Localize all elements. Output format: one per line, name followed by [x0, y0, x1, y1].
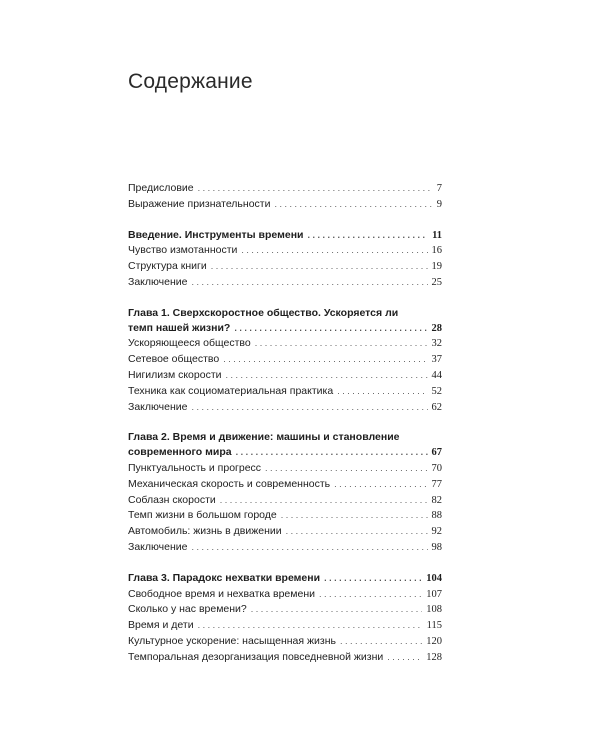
dot-leader	[319, 587, 422, 602]
toc-entry[interactable]	[128, 587, 442, 603]
toc-introduction	[128, 228, 442, 291]
toc-entry-page: 70	[431, 462, 442, 474]
toc-chapter-title-line-1[interactable]: Глава 2. Время и движение: машины и становление	[128, 431, 400, 444]
toc-entry-title: Темпоральная дезорганизация повседневной жизни	[128, 650, 384, 663]
toc-entry-page: 88	[431, 510, 442, 522]
toc-entry[interactable]	[128, 461, 442, 477]
toc-entry-title: Заключение	[128, 400, 188, 413]
toc-chapter-page: 11	[432, 229, 442, 241]
toc-entry-title: Свободное время и нехватка времени	[128, 587, 315, 600]
toc-entry-page: 7	[436, 183, 442, 194]
toc-chapter-title-line-1[interactable]: Глава 1. Сверхскоростное общество. Ускоряется ли	[128, 306, 399, 319]
toc-entry-title: Соблазн скорости	[128, 493, 216, 506]
toc-entry[interactable]	[128, 540, 442, 556]
toc-chapter-1	[128, 306, 442, 416]
dot-leader	[281, 508, 428, 523]
toc-entry[interactable]	[128, 508, 442, 524]
dot-leader	[198, 618, 423, 633]
dot-leader	[337, 384, 427, 399]
toc-entry[interactable]	[128, 602, 442, 618]
toc-entry-page: 82	[431, 494, 442, 506]
toc-entry-page: 98	[431, 541, 442, 553]
dot-leader	[340, 634, 422, 649]
toc-entry[interactable]	[128, 477, 442, 493]
table-of-contents	[128, 181, 442, 666]
toc-entry-title: Выражение признательности	[128, 197, 271, 210]
toc-entry-title: Структура книги	[128, 260, 207, 273]
toc-entry[interactable]	[128, 524, 442, 540]
toc-entry-page: 9	[436, 198, 442, 210]
toc-entry[interactable]	[128, 197, 442, 213]
toc-chapter-3	[128, 571, 442, 666]
toc-entry[interactable]	[128, 368, 442, 384]
toc-chapter-title: Введение. Инструменты времени	[128, 228, 304, 241]
toc-entry[interactable]	[128, 384, 442, 400]
dot-leader	[236, 445, 428, 460]
toc-entry[interactable]	[128, 650, 442, 666]
toc-entry[interactable]	[128, 400, 442, 416]
toc-entry[interactable]	[128, 181, 442, 197]
toc-entry-page: 62	[431, 401, 442, 413]
toc-entry-page: 37	[431, 354, 442, 366]
dot-leader	[234, 321, 427, 336]
dot-leader	[274, 197, 432, 212]
toc-entry-title: Ускоряющееся общество	[128, 337, 251, 350]
toc-entry-title: Заключение	[128, 275, 188, 288]
toc-entry[interactable]	[128, 634, 442, 650]
toc-entry[interactable]	[128, 336, 442, 352]
dot-leader	[334, 477, 427, 492]
toc-entry-title: Нигилизм скорости	[128, 368, 222, 381]
dot-leader	[220, 493, 428, 508]
toc-front-matter	[128, 181, 442, 213]
toc-chapter-title-line-2: темп нашей жизни?	[128, 321, 231, 334]
toc-entry-page: 107	[426, 588, 442, 600]
toc-chapter-title-line-2: современного мира	[128, 446, 232, 459]
toc-entry-page: 92	[431, 526, 442, 538]
toc-entry-page: 128	[426, 651, 442, 663]
toc-entry-title: Механическая скорость и современность	[128, 477, 331, 490]
dot-leader	[251, 602, 422, 617]
toc-entry[interactable]	[128, 493, 442, 509]
page-title: Содержание	[128, 70, 253, 93]
toc-chapter-page: 67	[431, 447, 442, 459]
toc-entry-title: Сетевое общество	[128, 353, 220, 366]
toc-entry-title: Автомобиль: жизнь в движении	[128, 525, 282, 538]
dot-leader	[387, 650, 422, 665]
dot-leader	[191, 400, 427, 415]
toc-chapter-heading[interactable]	[128, 571, 442, 587]
toc-entry-title: Чувство измотанности	[128, 244, 238, 257]
toc-entry[interactable]	[128, 259, 442, 275]
toc-chapter-2	[128, 430, 442, 555]
toc-entry-page: 77	[431, 478, 442, 490]
dot-leader	[241, 243, 427, 258]
toc-entry-title: Заключение	[128, 540, 188, 553]
toc-entry-page: 32	[431, 338, 442, 350]
toc-entry-page: 115	[426, 620, 442, 632]
toc-entry-page: 44	[431, 369, 442, 381]
toc-entry-page: 25	[431, 276, 442, 288]
dot-leader	[198, 181, 433, 196]
toc-entry-title: Пунктуальность и прогресс	[128, 461, 262, 474]
toc-chapter-page: 104	[426, 572, 442, 584]
toc-entry[interactable]	[128, 243, 442, 259]
toc-entry-page: 19	[431, 261, 442, 273]
dot-leader	[226, 368, 428, 383]
toc-entry[interactable]	[128, 275, 442, 291]
toc-entry-title: Темп жизни в большом городе	[128, 509, 277, 522]
toc-entry[interactable]	[128, 352, 442, 368]
toc-chapter-title: Глава 3. Парадокс нехватки времени	[128, 571, 321, 584]
dot-leader	[308, 228, 429, 243]
toc-chapter-page: 28	[431, 322, 442, 334]
dot-leader	[286, 524, 428, 539]
toc-entry-title: Время и дети	[128, 619, 194, 632]
toc-chapter-heading[interactable]	[128, 321, 442, 337]
toc-chapter-heading[interactable]	[128, 445, 442, 461]
toc-entry-title: Культурное ускорение: насыщенная жизнь	[128, 634, 336, 647]
dot-leader	[223, 352, 427, 367]
dot-leader	[255, 336, 428, 351]
toc-entry-title: Предисловие	[128, 182, 194, 194]
toc-entry-title: Техника как социоматериальная практика	[128, 384, 334, 397]
dot-leader	[191, 275, 427, 290]
toc-entry-page: 16	[431, 245, 442, 257]
toc-entry-page: 52	[431, 385, 442, 397]
dot-leader	[191, 540, 427, 555]
toc-entry-page: 108	[426, 604, 442, 616]
toc-entry[interactable]	[128, 618, 442, 634]
dot-leader	[211, 259, 428, 274]
dot-leader	[324, 571, 422, 586]
toc-entry-page: 120	[426, 635, 442, 647]
dot-leader	[265, 461, 427, 476]
toc-chapter-heading[interactable]	[128, 228, 442, 244]
toc-entry-title: Сколько у нас времени?	[128, 603, 247, 616]
